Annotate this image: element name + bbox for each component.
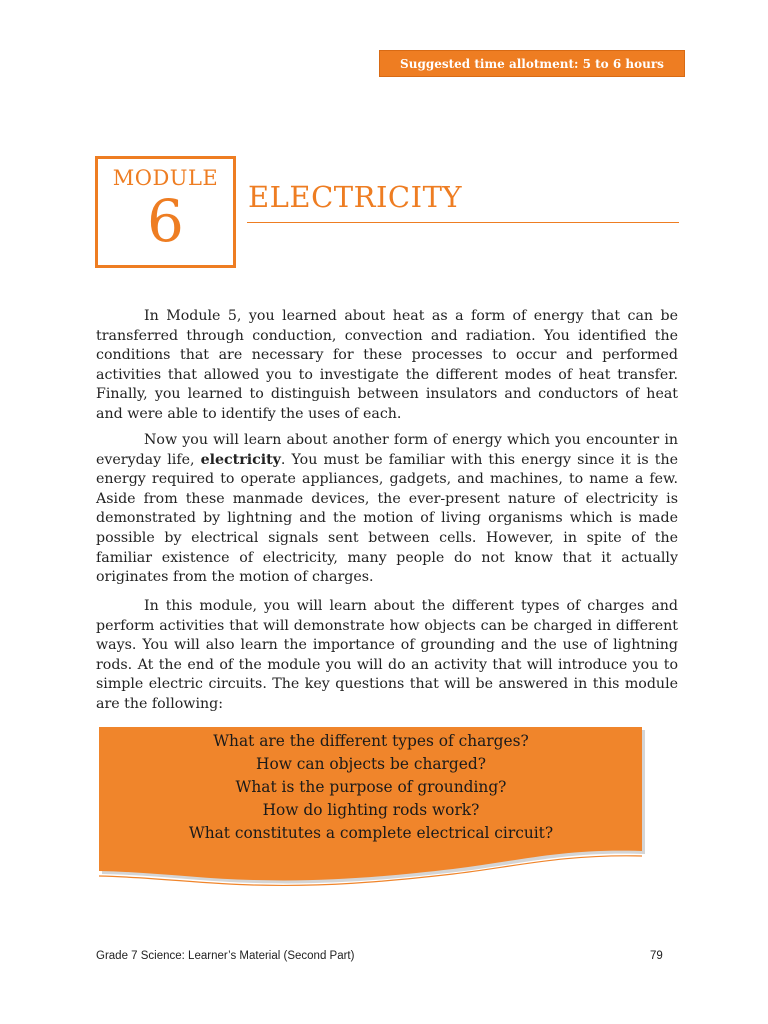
paragraph-2-end: . You must be familiar with this energy since it is the energy required to operate appliances, gadgets, and machines, to name a few. Aside from these manmade devices, the ever-present nature of electricity is demonstrated by lightning and the motion of living organisms which is made possible by electrical signals sent between cells. However, in spite of the familiar existence of electricity, many people do not know that it actually originates from the motion of charges. xyxy=(96,451,678,586)
paragraph-1: In Module 5, you learned about heat as a form of energy that can be transferred through conduction, convection and radiation. You identified the conditions that are necessary for these processes to occur and performed activities that allowed you to investigate the different modes of heat transfer. Finally, you learned to distinguish between insulators and conductors of heat and were able to identify the uses of each. xyxy=(96,308,678,422)
question-item: What is the purpose of grounding? xyxy=(235,778,507,796)
module-number: 6 xyxy=(147,187,184,255)
footer-title: Grade 7 Science: Learner’s Material (Second Part) xyxy=(96,950,355,962)
paragraph-2-start: Now you will learn about another form of energy which you encounter in everyday life, xyxy=(96,432,678,468)
time-allotment-text: Suggested time allotment: 5 to 6 hours xyxy=(400,56,664,71)
title-underline xyxy=(247,222,679,223)
module-label: MODULE xyxy=(112,166,219,190)
question-item: How can objects be charged? xyxy=(256,755,486,773)
paragraph-2 xyxy=(96,431,678,588)
key-questions-box xyxy=(93,724,648,894)
question-item: What constitutes a complete electrical circuit? xyxy=(188,824,554,842)
keyword-electricity: electricity xyxy=(200,451,281,468)
time-allotment-badge xyxy=(379,50,685,77)
page-title: ELECTRICITY xyxy=(248,180,463,214)
paragraph-3: In this module, you will learn about the different types of charges and perform activities that will demonstrate how objects can be charged in different ways. You will also learn the importance of grounding and the use of lightning rods. At the end of the module you will do an activity that will introduce you to simple electric circuits. The key questions that will be answered in this module are the following: xyxy=(96,598,678,712)
question-item: What are the different types of charges? xyxy=(213,732,529,750)
question-item: How do lighting rods work? xyxy=(262,801,480,819)
page-number: 79 xyxy=(650,950,663,962)
key-questions-list xyxy=(101,730,641,845)
module-box xyxy=(95,156,236,268)
